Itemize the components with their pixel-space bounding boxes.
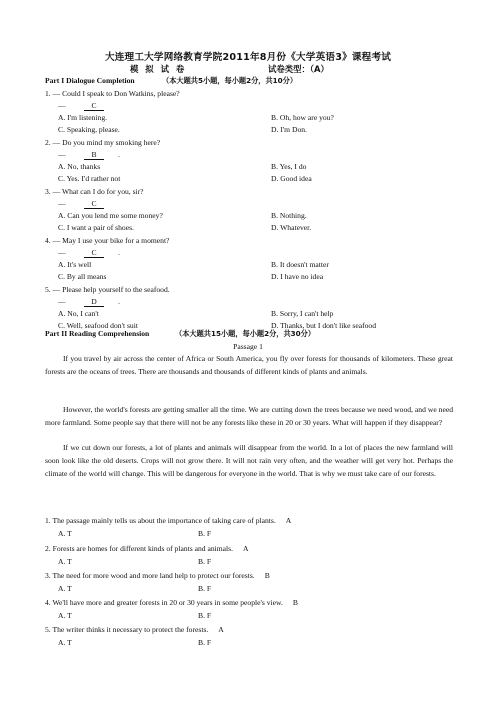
option-d: D. I have no idea	[271, 272, 324, 281]
option-a: A. I'm listening.	[58, 113, 108, 122]
answer-blank: C	[84, 199, 104, 209]
option-b: B. F	[198, 638, 212, 647]
passage-paragraph: If we cut down our forests, a lot of plants and animals will disappear from the world. In a lot of places the new farmland will soon look like the old deserts. Crops will not grow there. It will not rain very often, and the weather will get very hot. Perhaps the climate of the world will change. This will be dangerous for everyone in the world. That is why we must take care of our forests.	[45, 443, 453, 478]
option-a: A. T	[58, 529, 72, 538]
option-b: B. Oh, how are you?	[271, 113, 334, 122]
part2-note: （本大题共15小题，每小题2分，共30分）	[175, 329, 316, 338]
part1-heading: Part I Dialogue Completion	[45, 76, 135, 85]
dash: —	[58, 150, 66, 159]
paper-type-label: 试卷类型：（A）	[268, 64, 329, 74]
question-answer: A	[242, 544, 249, 553]
mock-label: 模 拟 试 卷	[130, 64, 187, 74]
question-text: 5. — Please help yourself to the seafood.	[45, 285, 170, 294]
option-a: A. No, I can't	[58, 309, 99, 318]
dash: —	[58, 248, 66, 257]
option-b: B. F	[198, 584, 212, 593]
part1-note: （本大题共5小题，每小题2分，共10分）	[162, 76, 298, 85]
answer-blank: C	[84, 101, 104, 111]
option-c: C. I want a pair of shoes.	[58, 223, 134, 232]
question-text: 1. The passage mainly tells us about the importance of taking care of plants.	[45, 516, 276, 525]
option-b: B. F	[198, 611, 212, 620]
option-d: D. Thanks, but I don't like seafood	[271, 321, 376, 330]
part2-heading: Part II Reading Comprehension	[45, 329, 150, 338]
option-b: B. Nothing.	[271, 211, 307, 220]
passage-title: Passage 1	[233, 342, 263, 351]
option-c: C. Yes. I'd rather not	[58, 174, 121, 183]
option-d: D. I'm Don.	[271, 125, 307, 134]
question-text: 3. The need for more wood and more land help to protect our forests.	[45, 571, 255, 580]
dash: —	[58, 101, 66, 110]
option-b: B. F	[198, 529, 212, 538]
question-answer: B	[264, 571, 270, 580]
option-a: A. T	[58, 611, 72, 620]
option-a: A. Can you lend me some money?	[58, 211, 163, 220]
question-text: 4. — May I use your bike for a moment?	[45, 236, 170, 245]
answer-blank: C	[84, 248, 104, 258]
answer-tail: .	[118, 297, 120, 306]
question-answer: A	[218, 625, 224, 634]
option-a: A. It's well	[58, 260, 92, 269]
option-c: C. By all means	[58, 272, 107, 281]
question-text: 3. — What can I do for you, sir?	[45, 187, 144, 196]
passage-paragraph: However, the world's forests are getting smaller all the time. We are cutting down the trees because we need wood, and we need more farmland. Some people say that there will not be any forests like these in 20 or 30 years. What will happen if they disappear?	[45, 405, 453, 427]
answer-tail: .	[118, 150, 120, 159]
question-answer: A	[285, 516, 292, 525]
option-a: A. T	[58, 557, 72, 566]
dash: —	[58, 297, 66, 306]
option-d: D. Whatever.	[271, 223, 312, 232]
option-a: A. No, thanks	[58, 162, 101, 171]
question-text: 5. The writer thinks it necessary to protect the forests.	[45, 625, 209, 634]
option-c: C. Speaking, please.	[58, 125, 120, 134]
option-c: C. Well, seafood don't suit	[58, 321, 138, 330]
passage-paragraph: If you travel by air across the center of Africa or South America, you fly over forests for thousands of kilometers. These great forests are the oceans of trees. There are thousands and thousands of different kinds of plants and animals.	[45, 354, 453, 376]
answer-blank: B	[84, 150, 104, 160]
question-answer: B	[292, 598, 298, 607]
option-d: D. Good idea	[271, 174, 312, 183]
option-a: A. T	[58, 638, 72, 647]
exam-title: 大连理工大学网络教育学院2011年8月份《大学英语3》课程考试	[104, 52, 392, 63]
option-a: A. T	[58, 584, 72, 593]
option-b: B. Sorry, I can't help	[271, 309, 334, 318]
question-text: 2. Forests are homes for different kinds of plants and animals.	[45, 544, 233, 553]
dash: —	[58, 199, 66, 208]
question-text: 2. — Do you mind my smoking here?	[45, 138, 161, 147]
option-b: B. It doesn't matter	[271, 260, 329, 269]
option-b: B. Yes, I do	[271, 162, 307, 171]
option-b: B. F	[198, 557, 212, 566]
answer-blank: D	[84, 297, 104, 307]
question-text: 4. We'll have more and greater forests in 20 or 30 years in some people's view.	[45, 598, 283, 607]
answer-tail: .	[118, 248, 120, 257]
question-text: 1. — Could I speak to Don Watkins, please?	[45, 89, 180, 98]
